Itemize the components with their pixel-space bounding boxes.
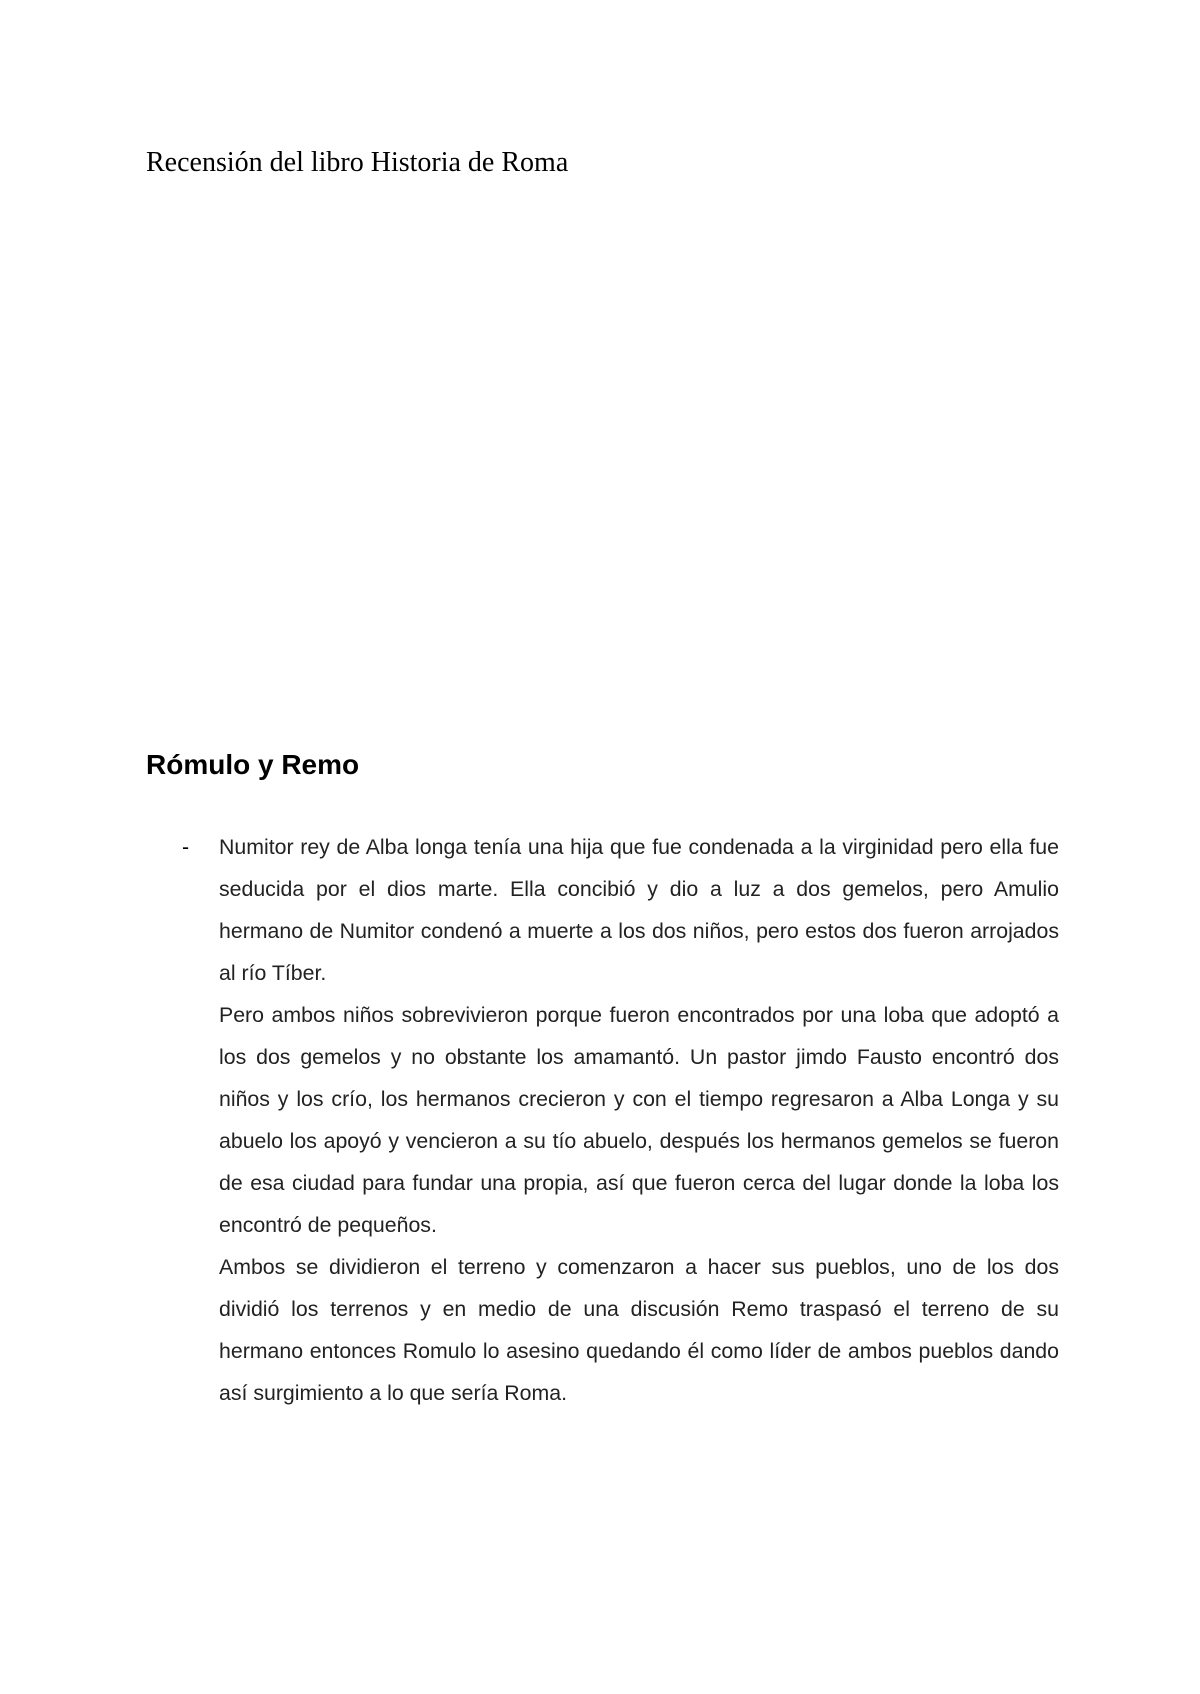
list-bullet: - <box>182 835 190 859</box>
paragraph-2: Pero ambos niños sobrevivieron porque fueron encontrados por una loba que adoptó a los dos gemelos y no obstante los amamantó. Un pastor jimdo Fausto encontró dos niños y los crío, los hermanos crecieron y con el tiempo regresaron a Alba Longa y su abuelo los apoyó y vencieron a su tío abuelo, después los hermanos gemelos se fueron de esa ciudad para fundar una propia, así que fueron cerca del lugar donde la loba los encontró de pequeños. <box>219 1003 1059 1237</box>
section-body <box>219 826 1059 1414</box>
paragraph-1: Numitor rey de Alba longa tenía una hija que fue condenada a la virginidad pero ella fue seducida por el dios marte. Ella concibió y dio a luz a dos gemelos, pero Amulio hermano de Numitor condenó a muerte a los dos niños, pero estos dos fueron arrojados al río Tíber. <box>219 835 1059 985</box>
document-title: Recensión del libro Historia de Roma <box>146 147 569 178</box>
section-heading: Rómulo y Remo <box>146 749 360 780</box>
paragraph-3: Ambos se dividieron el terreno y comenzaron a hacer sus pueblos, uno de los dos dividió los terrenos y en medio de una discusión Remo traspasó el terreno de su hermano entonces Romulo lo asesino quedando él como líder de ambos pueblos dando así surgimiento a lo que sería Roma. <box>219 1255 1059 1405</box>
